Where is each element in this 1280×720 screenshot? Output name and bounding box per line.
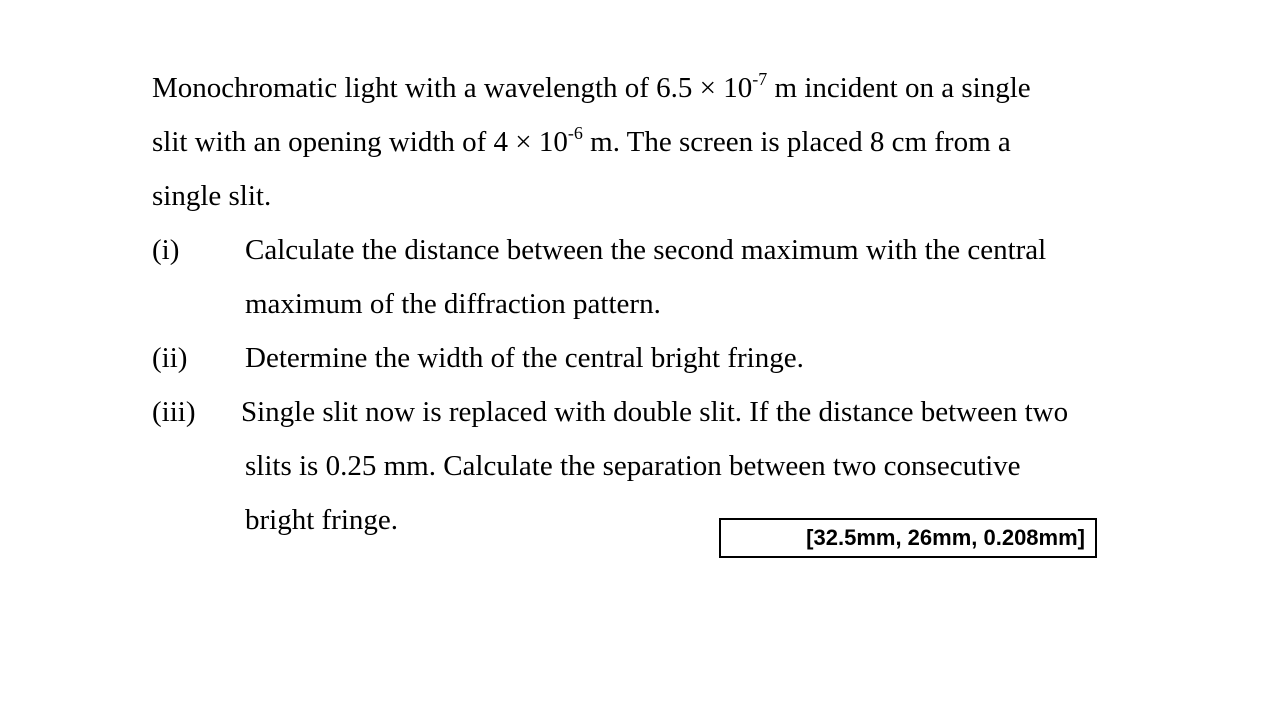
part-ii-label: (ii)	[152, 342, 188, 374]
intro-line-2: slit with an opening width of $4 \times 10^{-6}$ m. The screen is placed 8 cm from a	[152, 123, 1011, 158]
exponent-wavelength: -7	[752, 69, 768, 89]
part-i-label: (i)	[152, 234, 180, 266]
intro-line-3: single slit.	[152, 180, 272, 212]
answer-box: [32.5mm, 26mm, 0.208mm]	[719, 518, 1097, 558]
part-iii-line-1: Single slit now is replaced with double slit. If the distance between two	[241, 396, 1069, 428]
part-iii-line-3: bright fringe.	[245, 504, 399, 536]
part-i-line-1: Calculate the distance between the second maximum with the central	[245, 234, 1047, 266]
part-iii-line-2: slits is 0.25 mm. Calculate the separation between two consecutive	[245, 450, 1021, 482]
part-iii-label: (iii)	[152, 396, 196, 428]
exponent-slit-width: -6	[567, 123, 583, 143]
part-i-line-2: maximum of the diffraction pattern.	[245, 288, 661, 320]
intro-line-1: Monochromatic light with a wavelength of $6.5 \times 10^{-7}$ m incident on a single	[152, 69, 1031, 104]
part-ii-line-1: Determine the width of the central bright fringe.	[245, 342, 804, 374]
